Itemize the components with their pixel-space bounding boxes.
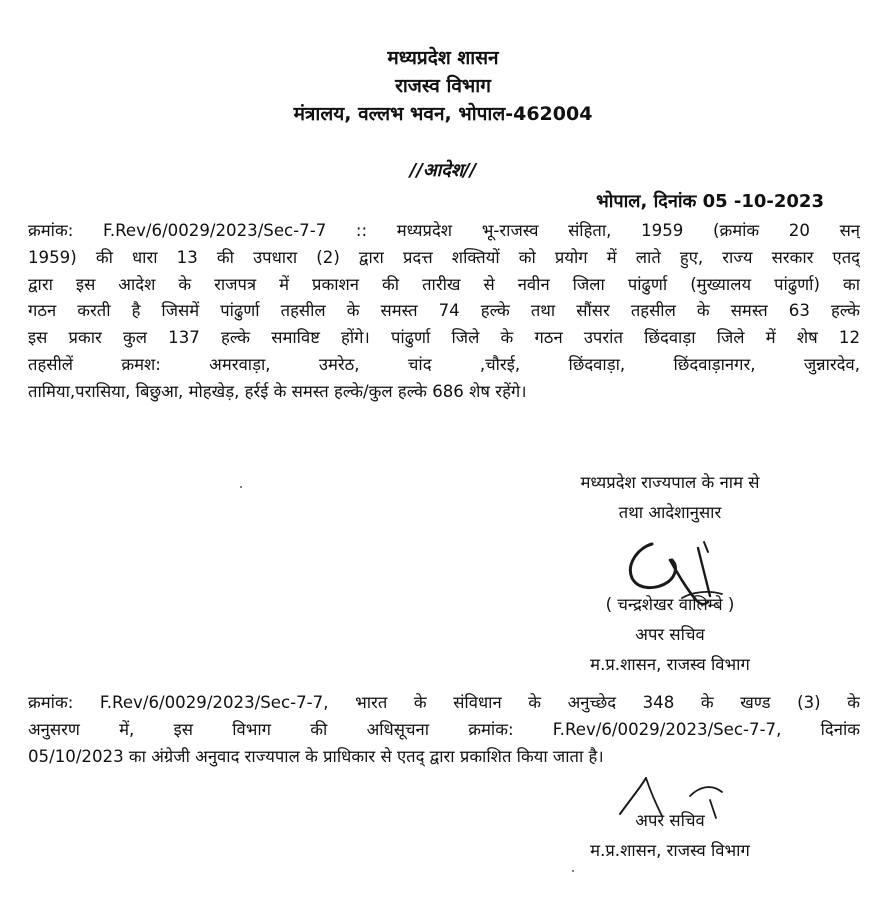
signatory-office: म.प्र.शासन, राजस्व विभाग [590, 655, 750, 674]
paragraph-line: अनुसरण में, इस विभाग की अधिसूचना क्रमांक: F.Rev/6/0029/2023/Sec-7-7, दिनांक [28, 719, 860, 739]
authority-line: मध्यप्रदेश राज्यपाल के नाम से [580, 473, 760, 492]
paragraph-line: द्वारा इस आदेश के राजपत्र में प्रकाशन की तारीख से नवीन जिला पांढुर्णा (मुख्यालय पांढुर्णा) का [28, 274, 860, 294]
paragraph-line: 05/10/2023 का अंग्रेजी अनुवाद राज्यपाल के प्राधिकार से एतद् द्वारा प्रकाशित किया जाता है। [28, 746, 604, 766]
signatory-designation: अपर सचिव [635, 811, 705, 830]
paragraph-line: क्रमांक: F.Rev/6/0029/2023/Sec-7-7, भारत के संविधान के अनुच्छेद 348 के खण्ड (3) के [28, 693, 860, 712]
authority-line: तथा आदेशानुसार [618, 503, 722, 522]
order-paragraph [28, 218, 860, 406]
scan-speck [240, 486, 242, 488]
signatory-name: ( चन्द्रशेखर वालिम्बे ) [605, 595, 735, 614]
paragraph-line: तामिया,परासिया, बिछुआ, मोहखेड़, हर्रई के समस्त हल्के/कुल हल्के 686 शेष रहेंगे। [28, 381, 527, 401]
paragraph-line: तहसीलें क्रमश: अमरवाड़ा, उमरेठ, चांद ,चौरई, छिंदवाड़ा, छिंदवाड़ानगर, जुन्नारदेव, [28, 354, 860, 374]
signatory-office: म.प्र.शासन, राजस्व विभाग [590, 841, 750, 860]
office-address: मंत्रालय, वल्लभ भवन, भोपाल-462004 [293, 103, 593, 125]
paragraph-line: गठन करती है जिसमें पांढुर्णा तहसील के समस्त 74 हल्के तथा सौंसर तहसील के समस्त 63 हल्के [28, 301, 860, 321]
department-name: राजस्व विभाग [395, 75, 491, 97]
paragraph-line: इस प्रकार कुल 137 हल्के समाविष्ट होंगे। पांढुर्णा जिले के गठन उपरांत छिंदवाड़ा जिले में शेष 12 [28, 328, 860, 348]
translation-paragraph [28, 690, 860, 770]
place-date: भोपाल, दिनांक 05 -10-2023 [596, 191, 824, 212]
government-name: मध्यप्रदेश शासन [387, 47, 499, 69]
signatory-designation: अपर सचिव [635, 625, 705, 644]
handwritten-signature [612, 530, 742, 612]
signatory-block-2 [540, 806, 800, 866]
order-title: //आदेश// [409, 160, 477, 181]
letterhead [0, 44, 886, 128]
paragraph-line: 1959) की धारा 13 की उपधारा (2) द्वारा प्रदत्त शक्तियों को प्रयोग में लाते हुए, राज्य सरकार एतद् [28, 247, 860, 267]
scan-speck [572, 870, 574, 872]
paragraph-line: क्रमांक: F.Rev/6/0029/2023/Sec-7-7 :: मध्यप्रदेश भू-राजस्व संहिता, 1959 (क्रमांक 20 सन् [28, 221, 860, 240]
